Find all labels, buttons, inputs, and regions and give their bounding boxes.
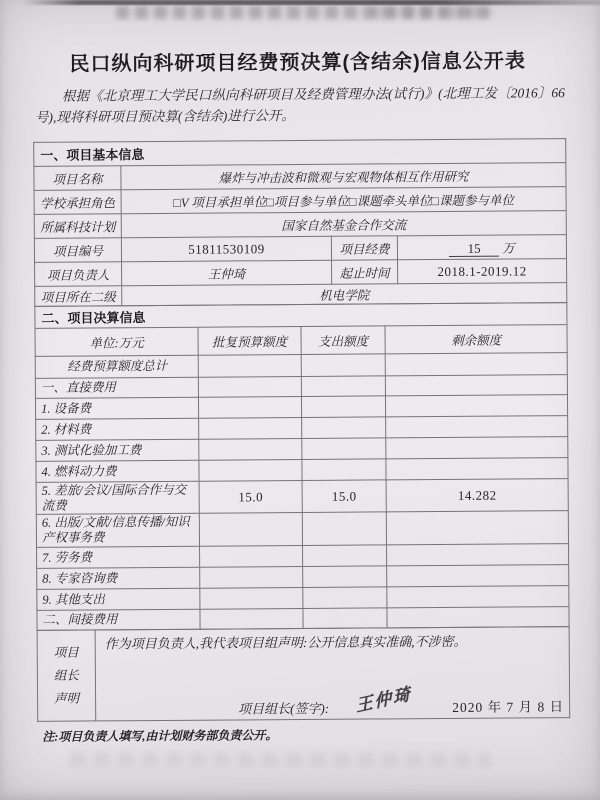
budget-row-approved [199, 459, 302, 481]
budget-row-spent [301, 396, 385, 418]
column-header-approved: 批复预算额度 [198, 326, 301, 355]
budget-row-approved [198, 354, 301, 377]
section1-header-row [34, 139, 566, 167]
pi-name: 王仲琦 [122, 260, 332, 285]
budget-row-label: 7. 劳务费 [37, 546, 200, 568]
budget-row-approved [200, 608, 303, 629]
sign-date: 2020 年 7 月 8 日 [452, 699, 565, 715]
project-name-value: 爆炸与冲击波和微观与宏观物体相互作用研究 [121, 163, 566, 190]
budget-row-label: 5. 差旅/会议/国际合作与交流费 [36, 481, 199, 514]
budget-row-approved [200, 566, 303, 588]
budget-row-spent [302, 417, 386, 439]
funding-unit: 万 [502, 240, 515, 256]
document-title: 民口纵向科研项目经费预决算(含结余)信息公开表 [69, 50, 526, 76]
budget-row-spent [302, 438, 386, 460]
budget-row-spent [303, 608, 387, 629]
budget-row-spent [301, 354, 385, 377]
budget-row-spent [301, 376, 385, 397]
column-header-remaining: 剩余额度 [385, 325, 567, 354]
budget-row-approved: 15.0 [199, 480, 302, 513]
sign-label: 项目组长(签字): [238, 700, 330, 717]
budget-row-label: 2. 材料费 [36, 418, 199, 440]
budget-row-approved [200, 587, 303, 609]
budget-column-header-row [35, 325, 567, 357]
budget-row-remaining [385, 353, 567, 376]
budget-row-label: 6. 出版/文献/信息传播/知识产权事务费 [36, 513, 199, 547]
budget-row-spent [303, 545, 387, 567]
budget-row-approved [199, 438, 302, 460]
budget-table-row [36, 511, 568, 548]
column-header-spent: 支出额度 [301, 326, 385, 355]
duration-value: 2018.1-2019.12 [398, 259, 567, 284]
signature-row [96, 684, 569, 719]
budget-row-label: 二、间接费用 [37, 609, 200, 630]
signature-handwriting: 王仲琦 [355, 684, 413, 716]
budget-row-label: 经费预算额度总计 [35, 355, 198, 378]
budget-row-remaining: 14.282 [386, 479, 568, 512]
funding-value [397, 235, 566, 260]
column-header-unit: 单位:万元 [35, 327, 198, 356]
declaration-body [95, 627, 570, 721]
project-no-value: 51811530109 [121, 236, 331, 261]
budget-row-label: 9. 其他支出 [37, 588, 200, 610]
budget-row-approved [199, 512, 302, 546]
budget-row-label: 4. 燃料动力费 [36, 460, 199, 482]
budget-row-remaining [386, 437, 568, 459]
declaration-row [37, 627, 570, 722]
project-name-label: 项目名称 [34, 166, 121, 191]
pi-label: 项目负责人 [35, 262, 122, 287]
dept-value: 机电学院 [122, 283, 567, 306]
budget-table-row [36, 479, 568, 515]
budget-row-remaining [386, 511, 568, 545]
budget-row-remaining [387, 607, 569, 628]
budget-row-remaining [387, 544, 569, 566]
budget-row-remaining [385, 375, 567, 396]
project-no-label: 项目编号 [34, 238, 121, 263]
project-name-row [34, 163, 566, 191]
budget-row-spent: 15.0 [302, 480, 386, 513]
budget-row-spent [302, 512, 386, 546]
section1-header: 一、项目基本信息 [34, 139, 566, 167]
budget-row-approved [199, 417, 302, 439]
budget-row-label: 3. 测试化验加工费 [36, 439, 199, 461]
section2-header: 二、项目决算信息 [35, 303, 567, 329]
duration-label: 起止时间 [332, 260, 398, 284]
budget-row-spent [303, 566, 387, 588]
program-label: 所属科技计划 [34, 214, 121, 239]
basic-info-table [33, 138, 567, 307]
budget-row-remaining [386, 458, 568, 480]
declaration-statement: 作为项目负责人,我代表项目组声明:公开信息真实准确,不涉密。 [104, 633, 467, 652]
budget-rows [35, 353, 569, 631]
budget-row-label: 8. 专家咨询费 [37, 567, 200, 589]
school-role-label: 学校承担角色 [34, 190, 121, 215]
footer-note: 注:项目负责人填写,由计划财务部负责公开。 [42, 728, 278, 744]
declaration-label: 项目 组长 声明 [37, 630, 96, 721]
budget-row-remaining [387, 586, 569, 608]
intro-paragraph: 根据《北京理工大学民口纵向科研项目及经费管理办法(试行)》(北理工发〔2016〕66 号),现将科研项目预决算(含结余)进行公开。 [34, 85, 565, 125]
budget-row-spent [303, 587, 387, 609]
budget-row-approved [198, 396, 301, 418]
budget-row-spent [302, 459, 386, 481]
budget-row-approved [198, 376, 301, 397]
budget-row-remaining [387, 565, 569, 587]
dept-label: 项目所在二级 [35, 286, 122, 307]
budget-row-label: 1. 设备费 [35, 397, 198, 419]
funding-label: 项目经费 [331, 236, 397, 260]
school-role-checkboxes: □V 项目承担单位□项目参与单位□课题牵头单位□课题参与单位 [121, 187, 566, 214]
budget-table [34, 302, 569, 631]
declaration-table [37, 626, 571, 722]
budget-row-approved [200, 545, 303, 567]
budget-row-remaining [385, 395, 567, 417]
budget-row-label: 一、直接费用 [35, 377, 198, 398]
funding-amount: 15 [449, 240, 499, 256]
program-value: 国家自然基金合作交流 [121, 211, 566, 238]
budget-row-remaining [386, 416, 568, 438]
